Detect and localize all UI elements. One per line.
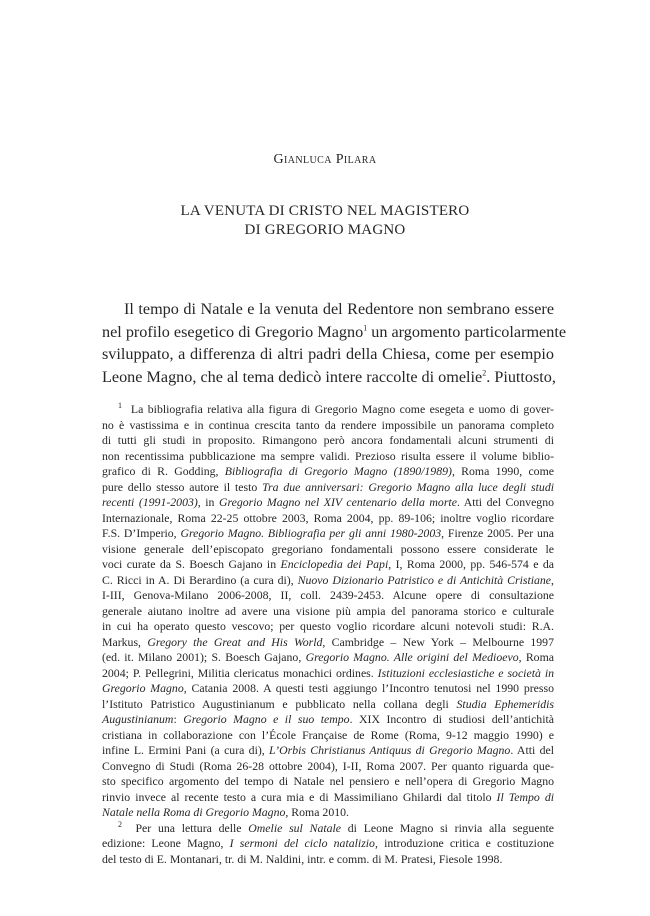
title-line-2: DI GREGORIO MAGNO [244,222,406,238]
footnote-1-line: voci curate da S. Boesch Gajano in Enciclopedia dei Papi, I, Roma 2000, pp. 546-574 e da [102,557,554,571]
footnote-1-line: cristiana in collaborazione con l’École Française de Rome (Roma, 9-12 maggio 1990) e [102,727,554,742]
footnote-2-line: del testo di E. Montanari, tr. di M. Naldini, intr. e comm. di M. Pratesi, Fiesole 1998. [102,851,503,866]
footnote-1-line: grafico di R. Godding, Bibliografia di Gregorio Magno (1890/1989), Roma 1990, come [102,464,554,478]
footnote-1-line: non recentissima pubblicazione ma sempre validi. Prezioso risulta essere il volume biblio- [102,448,554,463]
footnote-1-line: F.S. D’Imperio, Gregorio Magno. Bibliografia per gli anni 1980-2003, Firenze 2005. Per una [102,526,555,540]
footnote-1-line: Natale nella Roma di Gregorio Magno, Roma 2010. [102,805,349,819]
footnote-2-line: $^2$ Per una lettura delle Omelie sul Natale di Leone Magno si rinvia alla seguente [118,819,554,835]
author-name: Gianluca Pilara [273,152,377,167]
footnote-1-line: rinvio invece al recente testo a cura mia e di Massimiliano Ghilardi dal titolo Il Tempo di [102,789,554,804]
body-paragraph [102,298,567,388]
footnote-1-line: 2004; P. Pellegrini, Militia clericatus monachici ordines. Istituzioni ecclesiastiche e società in [102,665,554,680]
footnote-1-line: in cui ha operato questo vescovo; per questo voglio ricordare alcuni notevoli studi: R.A. [102,619,554,633]
footnote-1-line: di tutti gli studi in proposito. Rimangono però ancora fondamentali alcuni strumenti di [102,433,554,447]
footnote-1-line: no è vastissima e in continua crescita tanto da rendere impossibile un panorama completo [102,417,554,432]
footnote-1-line: (ed. it. Milano 2001); S. Boesch Gajano, Gregorio Magno. Alle origini del Medioevo, Roma [102,650,554,664]
footnote-marker-1: 1 [118,401,122,411]
footnote-marker-2: 2 [118,819,122,829]
footnote-1-line: generale aiutano inoltre ad avere una visione più ampia del panorama storico e culturale [102,603,554,618]
body-line: sviluppato, a differenza di altri padri della Chiesa, come per esempio [102,345,554,363]
footnote-ref-2[interactable]: 2 [482,368,487,378]
footnote-1-line: recenti (1991-2003), in Gregorio Magno nel XIV centenario della morte. Atti del Convegno [102,495,554,509]
footnote-ref-1[interactable]: 1 [363,323,368,333]
footnote-1-line: I-III, Genova-Milano 2006-2008, II, coll. 2439-2453. Alcune opere di consultazione [102,588,554,602]
footnote-1-line: infine L. Ermini Pani (a cura di), L’Orbis Christianus Antiquus di Gregorio Magno. Atti del [102,743,554,757]
body-line: nel profilo esegetico di Gregorio Magno$^1$ un argomento particolarmente [102,322,567,341]
footnote-2-line: edizione: Leone Magno, I sermoni del ciclo natalizio, introduzione critica e costituzione [102,836,554,850]
footnote-1-line: visione generale dell’episcopato gregoriano fondamentali possono essere considerate le [102,541,554,556]
footnote-1-line: sto specifico argomento del tempo di Natale nel pensiero e nell’opera di Gregorio Magno [102,774,554,788]
footnote-1-line: $^1$ La bibliografia relativa alla figura di Gregorio Magno come esegeta e uomo di gover- [118,401,554,416]
footnotes [102,402,554,867]
footnote-1-line: Internazionale, Roma 22-25 ottobre 2003, Roma 2004, pp. 89-106; inoltre voglio ricordare [102,510,554,525]
footnote-1-line: pure dello stesso autore il testo Tra due anniversari: Gregorio Magno alla luce degli studi [102,479,554,494]
footnote-1-line: Markus, Gregory the Great and His World, Cambridge – New York – Melbourne 1997 [102,634,554,649]
body-line: Il tempo di Natale e la venuta del Redentore non sembrano essere [124,300,554,318]
footnote-1-line: C. Ricci in A. Di Berardino (a cura di), Nuovo Dizionario Patristico e di Antichità Cristiane, [102,572,554,587]
title-line-1: LA VENUTA DI CRISTO NEL MAGISTERO [180,203,470,219]
body-line: Leone Magno, che al tema dedicò intere raccolte di omelie$^2$. Piuttosto, [102,367,556,386]
footnote-1-line: Gregorio Magno, Catania 2008. A questi testi aggiungo l’Incontro tenutosi nel 1990 presso [102,681,554,695]
footnote-1-line: Convegno di Studi (Roma 26-28 ottobre 2004), I-II, Roma 2007. Per quanto riguarda que- [102,758,554,773]
footnote-1-line: l’Istituto Patristico Augustinianum e pubblicato nella collana degli Studia Ephemeridis [102,696,554,711]
article-title [0,202,650,240]
footnote-1-line: Augustinianum: Gregorio Magno e il suo tempo. XIX Incontro di studiosi dell’antichità [102,712,554,726]
